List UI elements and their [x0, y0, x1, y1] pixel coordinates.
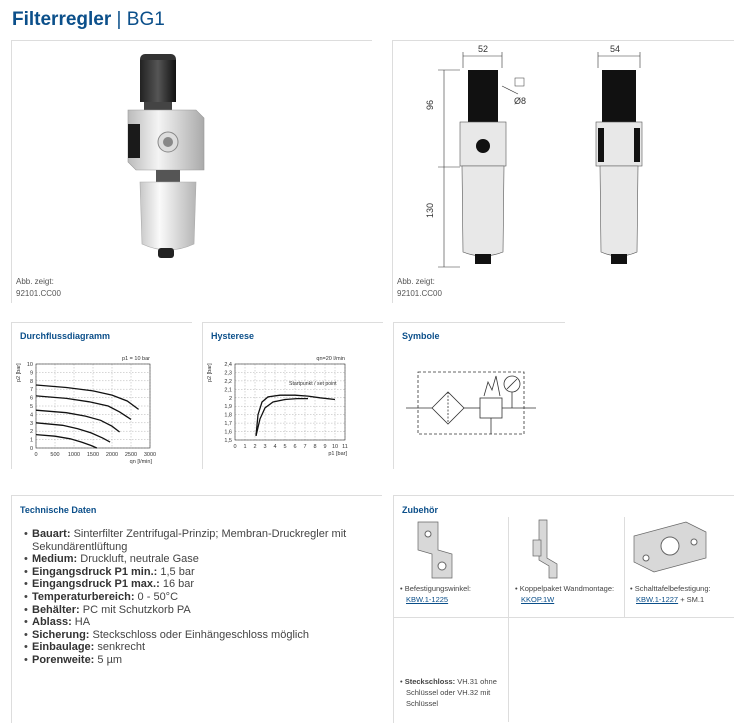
y-tick-label: 1,9	[224, 404, 232, 411]
y-axis-label: p2 [bar]	[207, 363, 213, 382]
link-kbw-1227[interactable]: KBW.1-1227	[636, 595, 679, 604]
tech-item: • Bauart: Sinterfilter Zentrifugal-Prinzip; Membran-Druckregler mit Sekundärentlüftung	[24, 528, 369, 553]
hysteresis-chart	[205, 352, 381, 464]
y-tick-label: 1,8	[224, 412, 232, 419]
x-tick-label: 8	[313, 444, 317, 450]
symbols-heading: Symbole	[402, 331, 440, 341]
accessory-divider	[624, 517, 625, 617]
x-tick-label: 5	[283, 444, 287, 450]
accessory-panel-mount: • Schalttafelbefestigung: KBW.1-1227 + SM.1	[630, 584, 711, 604]
x-axis-label: p1 [bar]	[328, 451, 347, 457]
dim-height-bottom: 130	[425, 202, 435, 218]
x-tick-label: 11	[342, 444, 348, 450]
y-tick-label: 2,4	[224, 362, 232, 368]
right-image-caption	[397, 276, 442, 300]
x-tick-label: 1	[243, 444, 247, 450]
y-tick-label: 3	[29, 420, 33, 427]
tech-data-heading: Technische Daten	[20, 505, 97, 515]
x-tick-label: 4	[273, 444, 277, 450]
x-axis-label: qn [l/min]	[129, 459, 152, 464]
wall-mount-kit-image	[525, 518, 565, 580]
y-tick-label: 1,7	[224, 421, 232, 428]
x-tick-label: 500	[50, 452, 60, 458]
y-tick-label: 2,1	[224, 387, 232, 394]
y-tick-label: 9	[29, 370, 33, 377]
x-tick-label: 2500	[124, 452, 138, 458]
tech-data-list	[24, 528, 369, 667]
title-separator: |	[111, 9, 127, 30]
caption-line: 92101.CC00	[16, 289, 61, 298]
x-tick-label: 9	[323, 444, 327, 450]
y-tick-label: 7	[29, 387, 33, 394]
tech-item: • Temperaturbereich: 0 - 50°C	[24, 591, 369, 604]
plot-frame	[235, 364, 345, 440]
x-tick-label: 6	[293, 444, 297, 450]
link-kbw-1225[interactable]: KBW.1-1225	[406, 595, 449, 604]
flow-diagram-heading: Durchflussdiagramm	[20, 331, 111, 341]
tech-item: • Behälter: PC mit Schutzkorb PA	[24, 604, 369, 617]
x-tick-label: 3	[263, 444, 267, 450]
y-tick-label: 0	[29, 446, 33, 452]
x-tick-label: 2	[253, 444, 257, 450]
accessory-divider	[394, 617, 734, 618]
caption-line: Abb. zeigt:	[16, 277, 54, 286]
title-main: Filterregler	[12, 9, 112, 30]
y-tick-label: 1	[29, 437, 33, 444]
y-tick-label: 2,3	[224, 370, 232, 377]
y-tick-label: 1,5	[224, 438, 232, 444]
y-tick-label: 4	[29, 412, 33, 419]
caption-line: 92101.CC00	[397, 289, 442, 298]
x-tick-label: 2000	[105, 452, 119, 458]
x-tick-label: 0	[233, 444, 237, 450]
dim-height-top: 96	[425, 99, 435, 110]
y-tick-label: 6	[29, 395, 33, 402]
tech-item: • Einbaulage: senkrecht	[24, 641, 369, 654]
hysteresis-heading: Hysterese	[211, 331, 255, 341]
x-tick-label: 1500	[86, 452, 100, 458]
tech-item: • Medium: Druckluft, neutrale Gase	[24, 553, 369, 566]
pneumatic-symbol	[402, 360, 547, 445]
caption-line: Abb. zeigt:	[397, 277, 435, 286]
y-tick-label: 2,2	[224, 378, 232, 385]
dim-width-front: 52	[478, 44, 489, 54]
left-image-caption	[16, 276, 61, 300]
y-tick-label: 5	[29, 404, 33, 410]
y-axis-label: p2 [bar]	[16, 363, 22, 382]
dimension-drawing	[430, 42, 660, 272]
setpoint-label: Startpunkt / set point	[289, 381, 337, 387]
panel-mount-image	[630, 518, 710, 578]
tech-item: • Eingangsdruck P1 max.: 16 bar	[24, 578, 369, 591]
series-line	[36, 435, 97, 448]
accessory-wall-mount-kit: • Koppelpaket Wandmontage: KKOP.1W	[515, 584, 615, 604]
accessory-mounting-bracket: • Befestigungswinkel: KBW.1-1225	[400, 584, 472, 604]
title-model: BG1	[126, 9, 165, 30]
accessory-divider	[508, 617, 509, 722]
mounting-bracket-image	[412, 520, 462, 580]
y-tick-label: 1,6	[224, 429, 232, 436]
x-tick-label: 0	[34, 452, 38, 458]
series-line	[256, 395, 335, 436]
series-line	[256, 399, 308, 436]
tech-item: • Sicherung: Steckschloss oder Einhängeschloss möglich	[24, 629, 369, 642]
x-tick-label: 3000	[143, 452, 157, 458]
accessories-heading: Zubehör	[402, 505, 438, 515]
y-tick-label: 8	[29, 378, 33, 385]
chart-annotation: qn=20 l/min	[316, 356, 345, 362]
flow-chart	[14, 352, 190, 464]
accessory-plug-lock: • Steckschloss: VH.31 ohne Schlüssel oder VH.32 mit Schlüssel	[400, 677, 497, 708]
tech-item: • Ablass: HA	[24, 616, 369, 629]
x-tick-label: 1000	[67, 452, 81, 458]
x-tick-label: 7	[303, 444, 307, 450]
y-tick-label: 2	[228, 395, 232, 402]
y-tick-label: 2	[29, 429, 33, 436]
product-photo	[118, 52, 208, 264]
y-tick-label: 10	[26, 362, 33, 368]
link-kkop-1w[interactable]: KKOP.1W	[521, 595, 555, 604]
x-tick-label: 10	[331, 444, 339, 450]
accessory-divider	[508, 517, 509, 617]
dim-width-side: 54	[610, 44, 621, 54]
tech-item: • Eingangsdruck P1 min.: 1,5 bar	[24, 566, 369, 579]
dim-diameter: Ø8	[514, 96, 527, 106]
chart-annotation: p1 = 10 bar	[122, 356, 150, 362]
tech-item: • Porenweite: 5 µm	[24, 654, 369, 667]
page-title	[12, 9, 165, 31]
